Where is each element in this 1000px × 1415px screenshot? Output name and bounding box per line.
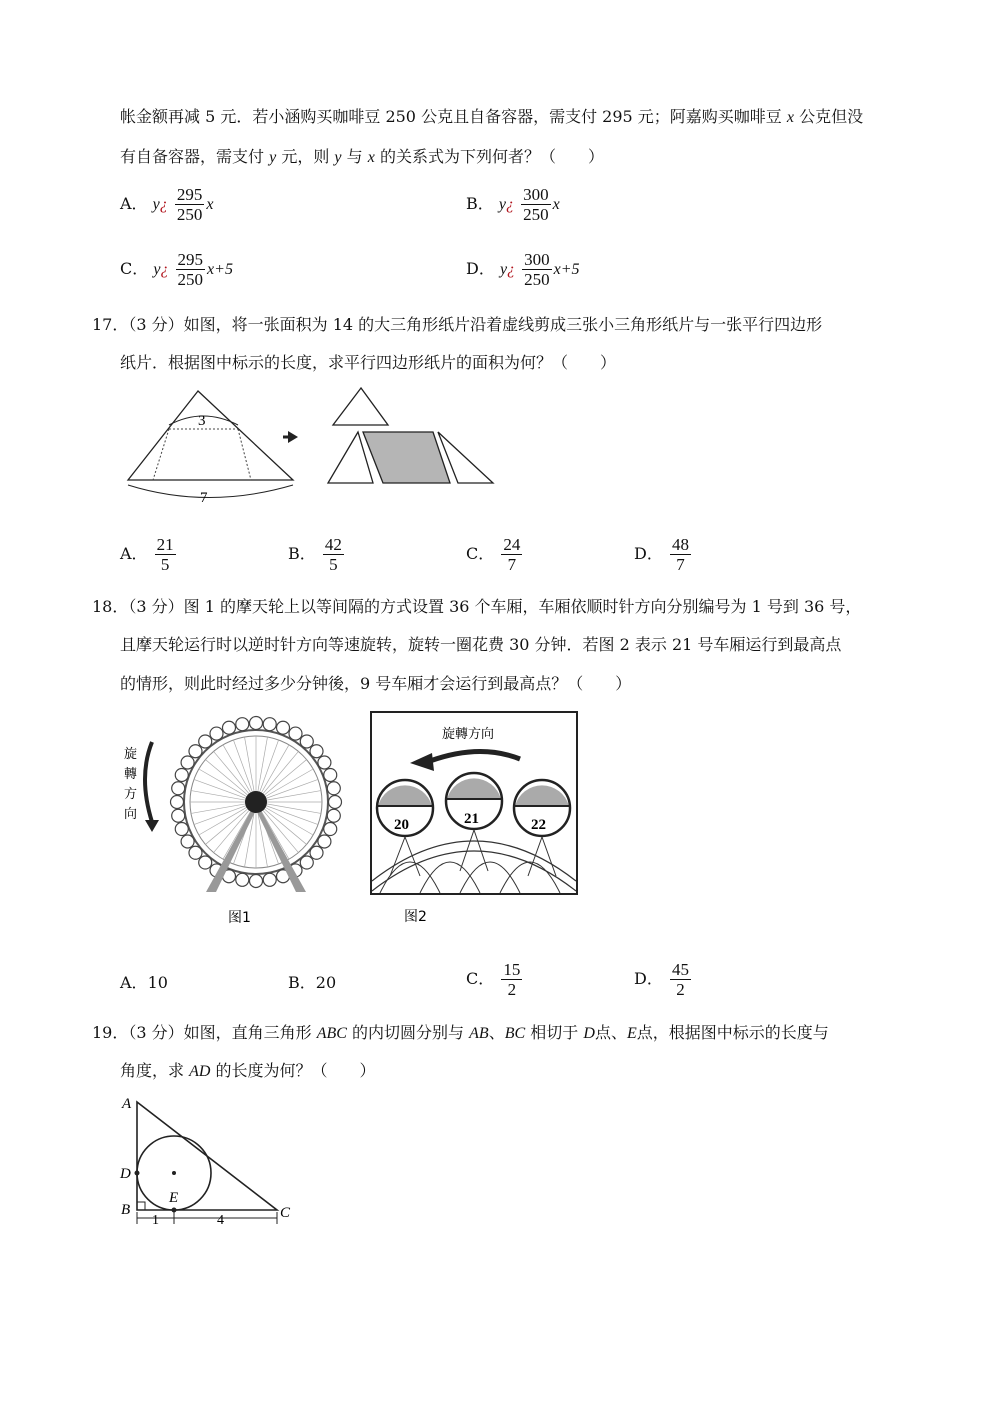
rotation-arrow-icon [145, 820, 159, 832]
fraction: $\frac{300}{250}$ [524, 250, 550, 289]
wheel-car [210, 727, 223, 740]
fraction: $\frac{15}{2}$ [503, 960, 521, 999]
q19-text-line2: 角度，求 AD 的长度为何？（ ） [120, 1061, 376, 1080]
q18-option-b[interactable]: B．20 [288, 973, 337, 992]
rotation-label-char-4: 向 [124, 807, 138, 822]
cut-line-right [238, 429, 251, 480]
wheel-car [175, 823, 188, 836]
wheel-car [289, 727, 302, 740]
wheel-car [175, 768, 188, 781]
q19-text-line1: 19．（3 分）如图，直角三角形 ABC 的内切圆分别与 AB、BC 相切于 D点、E点，根据图中标示的长度与 [92, 1023, 829, 1042]
rotation-label-char-1: 旋 [124, 747, 138, 762]
wheel-car [250, 717, 263, 730]
fraction: $\frac{21}{5}$ [156, 535, 174, 574]
label-c: C [280, 1205, 291, 1221]
shaded-parallelogram [363, 432, 450, 483]
wheel-hub [245, 791, 267, 813]
q17-text-line1: 17．（3 分）如图，将一张面积为 14 的大三角形纸片沿着虚线剪成三张小三角形纸片与一张平行四边形 [92, 315, 823, 334]
cut-line-left [153, 429, 169, 480]
q16-option-b[interactable]: B． y¿ $\frac{300}{250}$ x [466, 185, 560, 224]
label-e: E [169, 1190, 179, 1206]
fraction: $\frac{24}{7}$ [503, 535, 521, 574]
q19-right-triangle-figure [112, 1092, 312, 1232]
wheel-car [324, 823, 337, 836]
wheel-car [189, 846, 202, 859]
fraction: $\frac{48}{7}$ [671, 535, 689, 574]
q17-option-b[interactable]: B． $\frac{42}{5}$ [288, 535, 342, 574]
q16-text-line2: 有自备容器，需支付 y 元，则 y 与 x 的关系式为下列何者？（ ） [120, 147, 604, 166]
q17-option-a[interactable]: A． $\frac{21}{5}$ [120, 535, 174, 574]
wheel-car [236, 873, 249, 886]
q18-option-c[interactable]: C． $\frac{15}{2}$ [466, 960, 521, 999]
wheel-car [171, 796, 184, 809]
wheel-car [318, 756, 331, 769]
wheel-car [222, 721, 235, 734]
label-len-1: 1 [152, 1213, 159, 1228]
car-20-number: 20 [394, 817, 409, 833]
q16-option-a[interactable]: A． y¿ $\frac{295}{250}$ x [120, 185, 214, 224]
wheel-car [199, 856, 212, 869]
right-angle-mark [137, 1202, 145, 1210]
q17-option-c[interactable]: C． $\frac{24}{7}$ [466, 535, 521, 574]
wheel-car [300, 735, 313, 748]
fig2-rotation-label: 旋轉方向 [442, 727, 495, 742]
incircle-center [172, 1171, 176, 1175]
q18-option-d[interactable]: D． $\frac{45}{2}$ [634, 960, 689, 999]
wheel-car [318, 835, 331, 848]
q18-ferris-wheel-figure [118, 712, 363, 927]
label-d: D [120, 1166, 131, 1182]
q16-text-line1: 帐金额再减 5 元．若小涵购买咖啡豆 250 公克且自备容器，需支付 295 元；阿嘉购买咖啡豆 x 公克但没 [120, 107, 864, 126]
fig1-caption: 图1 [228, 910, 251, 926]
point-d [135, 1171, 140, 1176]
wheel-car [310, 846, 323, 859]
q16-option-c[interactable]: C． y¿ $\frac{295}{250}$ x+5 [120, 250, 233, 289]
fraction: $\frac{295}{250}$ [177, 250, 204, 289]
q18-cars-figure [370, 711, 580, 926]
label-a: A [122, 1096, 132, 1112]
q18-option-a[interactable]: A．10 [120, 973, 168, 992]
q18-text-line2: 且摩天轮运行时以逆时针方向等速旋转，旋转一圈花费 30 分钟．若图 2 表示 21 号车厢运行到最高点 [120, 635, 842, 654]
q16-option-d[interactable]: D． y¿ $\frac{300}{250}$ x+5 [466, 250, 580, 289]
big-triangle [128, 391, 293, 480]
q17-text-line2: 纸片．根据图中标示的长度，求平行四边形纸片的面积为何？（ ） [120, 353, 617, 372]
wheel-car [236, 718, 249, 731]
wheel-car [189, 745, 202, 758]
wheel-car [277, 721, 290, 734]
fraction: $\frac{42}{5}$ [324, 535, 342, 574]
rotation-label-char-3: 方 [124, 787, 138, 802]
rotation-label-char-2: 轉 [124, 767, 138, 782]
wheel-car [300, 856, 313, 869]
fraction: $\frac{45}{2}$ [671, 960, 689, 999]
brace-bottom [128, 485, 293, 498]
wheel-car [263, 873, 276, 886]
wheel-car [181, 756, 194, 769]
wheel-car [172, 809, 185, 822]
wheel-car [324, 768, 337, 781]
fraction: $\frac{300}{250}$ [523, 185, 549, 224]
wheel-car [327, 782, 340, 795]
wheel-car [181, 835, 194, 848]
car-21-number: 21 [464, 811, 479, 827]
q18-text-line3: 的情形，则此时经过多少分钟後，9 号车厢才会运行到最高点？（ ） [120, 674, 632, 693]
label-b: B [121, 1202, 131, 1218]
wheel-car [327, 809, 340, 822]
wheel-car [329, 796, 342, 809]
q17-option-d[interactable]: D． $\frac{48}{7}$ [634, 535, 689, 574]
car-22-number: 22 [531, 817, 546, 833]
wheel-car [263, 718, 276, 731]
wheel-car [250, 875, 263, 888]
small-triangle-top [333, 388, 388, 425]
label-len-4: 4 [217, 1213, 224, 1228]
wheel-car [172, 782, 185, 795]
label-3: 3 [198, 413, 206, 429]
q17-triangle-figure [118, 385, 508, 510]
point-e [172, 1208, 177, 1213]
wheel-car [310, 745, 323, 758]
fraction: $\frac{295}{250}$ [176, 185, 203, 224]
rotation-arrow-curve [145, 742, 152, 822]
wheel-car [199, 735, 212, 748]
label-7: 7 [200, 490, 208, 506]
fig2-caption: 图2 [404, 909, 427, 925]
q18-text-line1: 18．（3 分）图 1 的摩天轮上以等间隔的方式设置 36 个车厢，车厢依顺时针方向分别编号为 1 号到 36 号， [92, 597, 862, 616]
